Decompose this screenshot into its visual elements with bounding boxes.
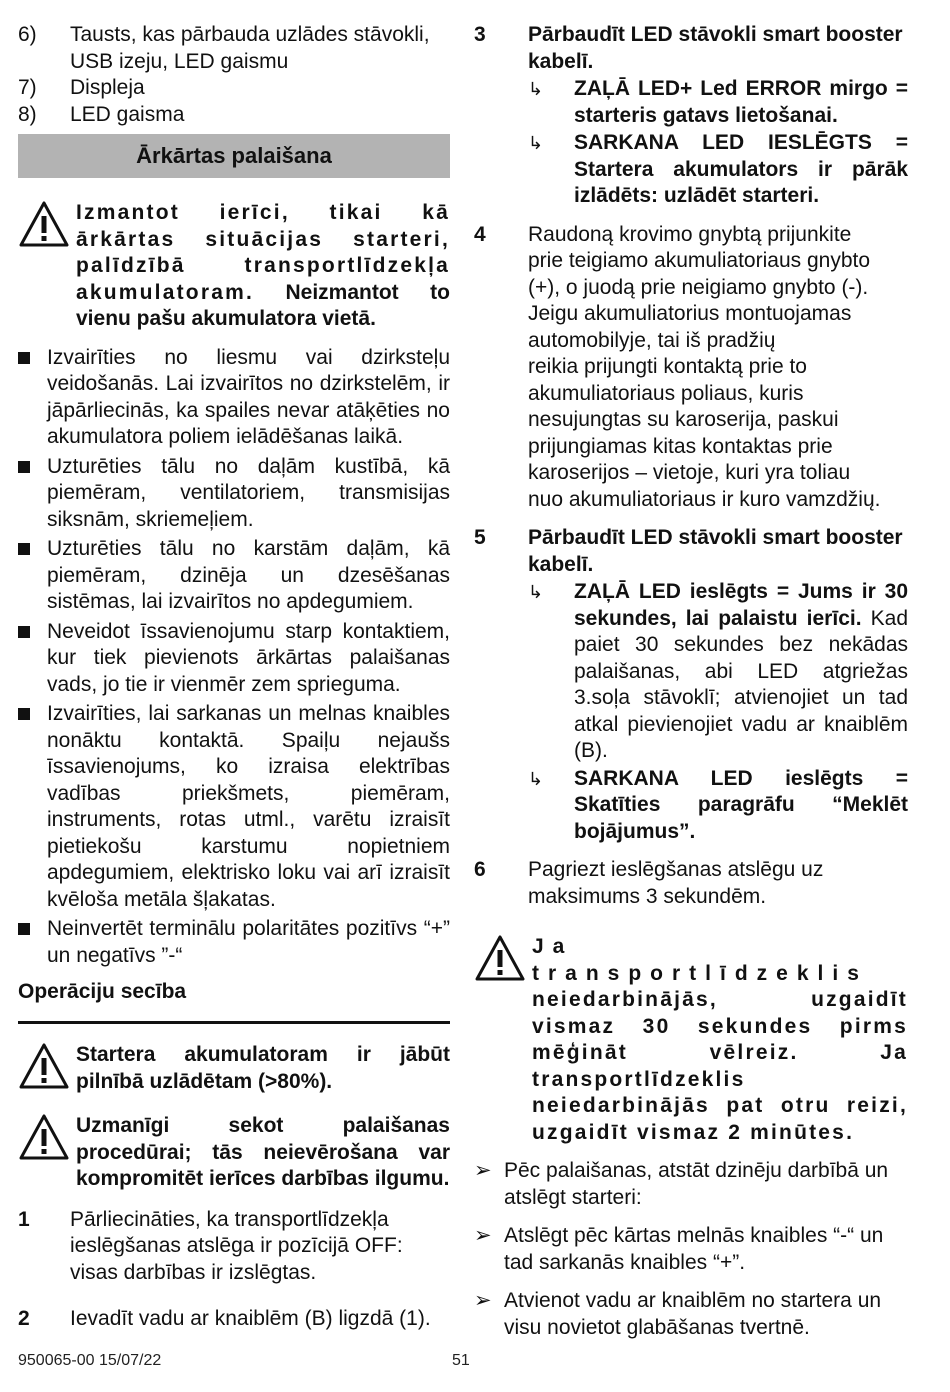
step-title: Pārbaudīt LED stāvokli smart booster kabelī. — [528, 23, 903, 73]
step-item — [474, 857, 908, 910]
warning-text: neiedarbinājās, uzgaidīt vismaz 30 sekundes pirms mēģināt vēlreiz. Ja transportlīdzeklis neiedarbinājās pat otru reizi, uzgaidīt vismaz 2 minūtes. — [532, 988, 908, 1144]
list-item — [18, 454, 450, 534]
bullet-square-icon — [18, 345, 47, 451]
step-result: SARKANA LED IESLĒGTS = Startera akumulators ir pārāk izlādēts: uzlādēt starteri. — [574, 131, 908, 207]
list-item — [528, 766, 908, 846]
list-item — [474, 1288, 908, 1341]
return-arrow-icon: ↳ — [528, 79, 544, 99]
text-line: akumuliatoriaus poliaus, kuris — [528, 381, 804, 405]
bullet-square-icon — [18, 536, 47, 616]
bullet-text: Uzturēties tālu no karstām daļām, kā piemēram, dzinēja un dzesēšanas sistēmas, lai izvairītos no apdegumiem. — [47, 537, 450, 613]
warning-triangle-icon — [18, 1042, 76, 1092]
text-line: nesujungtas su karoserija, paskui — [528, 408, 839, 431]
step-number: 6 — [474, 858, 486, 881]
chevron-right-icon: ➢ — [474, 1159, 492, 1182]
warning-triangle-icon — [18, 1113, 76, 1163]
return-arrow-icon: ↳ — [528, 582, 544, 602]
bullet-square-icon — [18, 454, 47, 534]
step-item — [18, 1207, 450, 1287]
list-text: Atslēgt pēc kārtas melnās knaibles “-“ un tad sarkanās knaibles “+”. — [504, 1224, 884, 1274]
left-column — [18, 22, 450, 1333]
list-item — [18, 102, 450, 129]
warning-block — [474, 934, 908, 1146]
warning-triangle-icon — [474, 934, 532, 984]
list-item — [528, 130, 908, 210]
warning-text: Neizmantot to vienu pašu akumulatora vietā. — [76, 280, 450, 330]
text-line: Raudoną krovimo gnybtą prijunkite — [528, 222, 852, 246]
bullet-text: Uzturēties tālu no daļām kustībā, kā piemēram, ventilatoriem, transmisijas siksnām, skriemeļiem. — [47, 454, 450, 531]
section-title: Ārkārtas palaišana — [18, 134, 450, 178]
step-number: 5 — [474, 526, 486, 549]
text-line: prie teigiamo akumuliatoriaus gnybto — [528, 249, 871, 272]
step-title: Pārbaudīt LED stāvokli smart booster kabelī. — [528, 526, 903, 576]
list-item — [18, 75, 450, 102]
list-item — [474, 1158, 908, 1211]
warning-text: Startera akumulatoram ir jābūt pilnībā uzlādētam (>80%). — [76, 1043, 450, 1093]
list-text: LED gaisma — [70, 102, 185, 126]
step-item — [474, 222, 908, 514]
step-text: Pārliecināties, ka transportlīdzekļa ieslēgšanas atslēga ir pozīcijā OFF: visas darbības ir izslēgtas. — [70, 1207, 403, 1284]
list-item — [18, 536, 450, 616]
warning-block — [18, 200, 450, 333]
list-item — [18, 619, 450, 699]
bullet-square-icon — [18, 916, 47, 969]
warning-text: Izmantot ierīci, tikai kā ārkārtas situācijas starteri, palīdzībā transportlīdzekļa akumulatoram. — [76, 201, 450, 304]
text-line: nuo akumuliatoriaus ir kuro vamzdžių. — [528, 487, 881, 511]
step-text: Ievadīt vadu ar knaiblēm (B) ligzdā (1). — [70, 1307, 431, 1330]
step-result: ZAĻĀ LED ieslēgts = Jums ir 30 sekundes, lai palaistu ierīci. — [574, 580, 908, 630]
step-item — [18, 1306, 450, 1333]
bullet-text: Izvairīties, lai sarkanas un melnas knaibles nonāktu kontaktā. Spaiļu nejaušs īssavienojums, ko izraisa elektrības vadības priekšmets, piemēram, instruments, rotas utml., varētu izraisīt pietiekošu karstumu nopietniem apdegumiem, elektrisko loku vai arī izraisīt kvēloša metāla šļakatas. — [47, 702, 450, 911]
step-item — [474, 525, 908, 845]
warning-text: Uzmanīgi sekot palaišanas procedūrai; tās neievērošana var kompromitēt ierīces darbības ilgumu. — [76, 1114, 450, 1190]
list-text: Tausts, kas pārbauda uzlādes stāvokli, USB izeju, LED gaismu — [70, 23, 430, 73]
step-result: ZAĻĀ LED+ Led ERROR mirgo = starteris gatavs lietošanai. — [574, 77, 908, 127]
list-number: 7) — [18, 76, 37, 99]
text-line: karoserijos – vietoje, kuri yra toliau — [528, 461, 851, 484]
bullet-text: Neinvertēt terminālu polaritātes pozitīvs “+” un negatīvs ”-“ — [47, 917, 450, 967]
list-text: Displeja — [70, 76, 145, 99]
bullet-text: Neveidot īssavienojumu starp kontaktiem, kur tiek pievienots ārkārtas palaišanas vads, jo tie ir vienmēr zem sprieguma. — [47, 619, 450, 696]
page-number: 51 — [452, 1352, 470, 1369]
step-result-detail: Kad paiet 30 sekundes bez nekādas palaišanas, abi LED atgriežas 3.soļa stāvoklī; atvienojiet un tad atkal pievienojiet vadu ar knaiblēm (B). — [574, 606, 908, 762]
step-number: 2 — [18, 1307, 30, 1330]
step-item — [474, 22, 908, 210]
text-line: reikia prijungti kontaktą prie to — [528, 355, 807, 378]
list-item — [18, 916, 450, 969]
step-number: 1 — [18, 1207, 30, 1231]
document-code: 950065-00 15/07/22 — [18, 1352, 162, 1369]
text-line: prijungiamas kitas kontaktas prie — [528, 434, 833, 458]
text-line: (+), o juodą prie neigiamo gnybto (-). — [528, 275, 869, 299]
text-line: Jeigu akumuliatorius montuojamas — [528, 302, 852, 325]
right-column — [474, 22, 908, 1341]
warning-triangle-icon — [18, 200, 76, 250]
list-number: 8) — [18, 102, 37, 126]
return-arrow-icon: ↳ — [528, 768, 544, 789]
list-item — [528, 76, 908, 129]
list-item — [18, 345, 450, 451]
chevron-right-icon: ➢ — [474, 1289, 492, 1312]
text-line: automobilyje, tai iš pradžių — [528, 328, 776, 352]
bullet-square-icon — [18, 701, 47, 913]
list-item — [18, 701, 450, 913]
warning-block — [18, 1113, 450, 1193]
list-number: 6) — [18, 23, 37, 46]
return-arrow-icon: ↳ — [528, 133, 544, 153]
bullet-square-icon — [18, 619, 47, 699]
chevron-right-icon: ➢ — [474, 1224, 492, 1247]
operations-heading: Operāciju secība — [18, 980, 187, 1003]
warning-block — [18, 1042, 450, 1095]
step-text — [528, 222, 908, 514]
step-text: Pagriezt ieslēgšanas atslēgu uz maksimums 3 sekundēm. — [528, 858, 824, 908]
list-text: Pēc palaišanas, atstāt dzinēju darbībā un atslēgt starteri: — [504, 1159, 889, 1209]
step-number: 4 — [474, 222, 486, 246]
list-item — [474, 1223, 908, 1276]
divider — [18, 1021, 450, 1024]
list-text: Atvienot vadu ar knaiblēm no startera un visu novietot glabāšanas tvertnē. — [504, 1289, 882, 1339]
warning-text: Ja transportlīdzeklis — [532, 935, 868, 985]
step-result: SARKANA LED ieslēgts = Skatīties paragrāfu “Meklēt bojājumus”. — [574, 766, 908, 843]
list-item — [528, 579, 908, 765]
step-number: 3 — [474, 23, 486, 46]
bullet-text: Izvairīties no liesmu vai dzirksteļu veidošanās. Lai izvairītos no dzirkstelēm, ir jāpārliecinās, ka spailes nevar atāķēties no akumulatora poliem ielādēšanas laikā. — [47, 345, 450, 448]
list-item — [18, 22, 450, 75]
